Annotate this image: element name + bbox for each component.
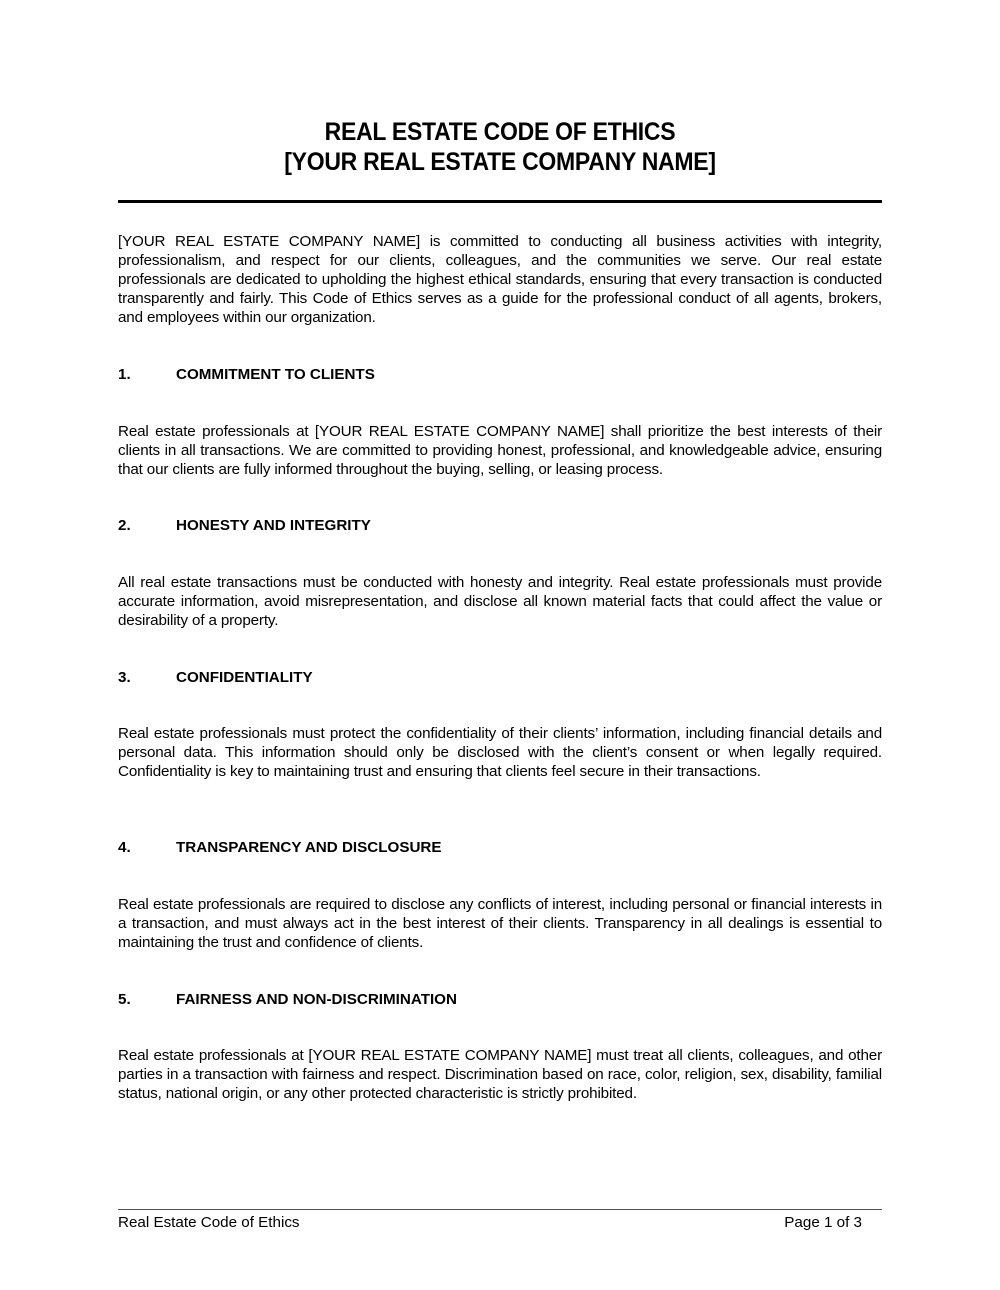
section-body-2: All real estate transactions must be conducted with honesty and integrity. Real estate professionals must provide accurate information, avoid misrepresentation, and disclose all known material facts that could affect the value or desirability of a property. — [118, 574, 882, 629]
section-title: HONESTY AND INTEGRITY — [176, 517, 371, 534]
section-body-4: Real estate professionals are required to disclose any conflicts of interest, including personal or financial interests in a transaction, and must always act in the best interest of their clients. Transparency in all dealings is essential to maintaining the trust and confidence of clients. — [118, 896, 882, 951]
section-body-3: Real estate professionals must protect the confidentiality of their clients’ information, including financial details and personal data. This information should only be disclosed with the client’s consent or when legally required. Confidentiality is key to maintaining trust and ensuring that clients feel secure in their transactions. — [118, 725, 882, 780]
section-number: 4. — [118, 839, 131, 856]
section-title: CONFIDENTIALITY — [176, 669, 313, 686]
section-number: 5. — [118, 991, 131, 1008]
section-title: COMMITMENT TO CLIENTS — [176, 366, 375, 383]
document-title: REAL ESTATE CODE OF ETHICS — [324, 118, 676, 146]
section-title: TRANSPARENCY AND DISCLOSURE — [176, 839, 442, 856]
section-title: FAIRNESS AND NON-DISCRIMINATION — [176, 991, 457, 1008]
intro-paragraph: [YOUR REAL ESTATE COMPANY NAME] is committed to conducting all business activities with integrity, professionalism, and respect for our clients, colleagues, and the communities we serve. Our real estate professionals are dedicated to upholding the highest ethical standards, ensuring that every transaction is conducted transparently and fairly. This Code of Ethics serves as a guide for the professional conduct of all agents, brokers, and employees within our organization. — [118, 233, 882, 326]
section-number: 3. — [118, 669, 131, 686]
footer-page-number: Page 1 of 3 — [784, 1214, 862, 1231]
footer-document-name: Real Estate Code of Ethics — [118, 1214, 300, 1231]
section-body-5: Real estate professionals at [YOUR REAL ESTATE COMPANY NAME] must treat all clients, colleagues, and other parties in a transaction with fairness and respect. Discrimination based on race, color, religion, sex, disability, familial status, national origin, or any other protected characteristic is strictly prohibited. — [118, 1047, 882, 1102]
section-body-1: Real estate professionals at [YOUR REAL ESTATE COMPANY NAME] shall prioritize the best interests of their clients in all transactions. We are committed to providing honest, professional, and knowledgeable advice, ensuring that our clients are fully informed throughout the buying, selling, or leasing process. — [118, 423, 882, 478]
document-subtitle-company-name: [YOUR REAL ESTATE COMPANY NAME] — [284, 148, 716, 176]
section-number: 1. — [118, 366, 131, 383]
title-divider — [118, 200, 882, 203]
section-number: 2. — [118, 517, 131, 534]
footer-divider — [118, 1209, 882, 1210]
